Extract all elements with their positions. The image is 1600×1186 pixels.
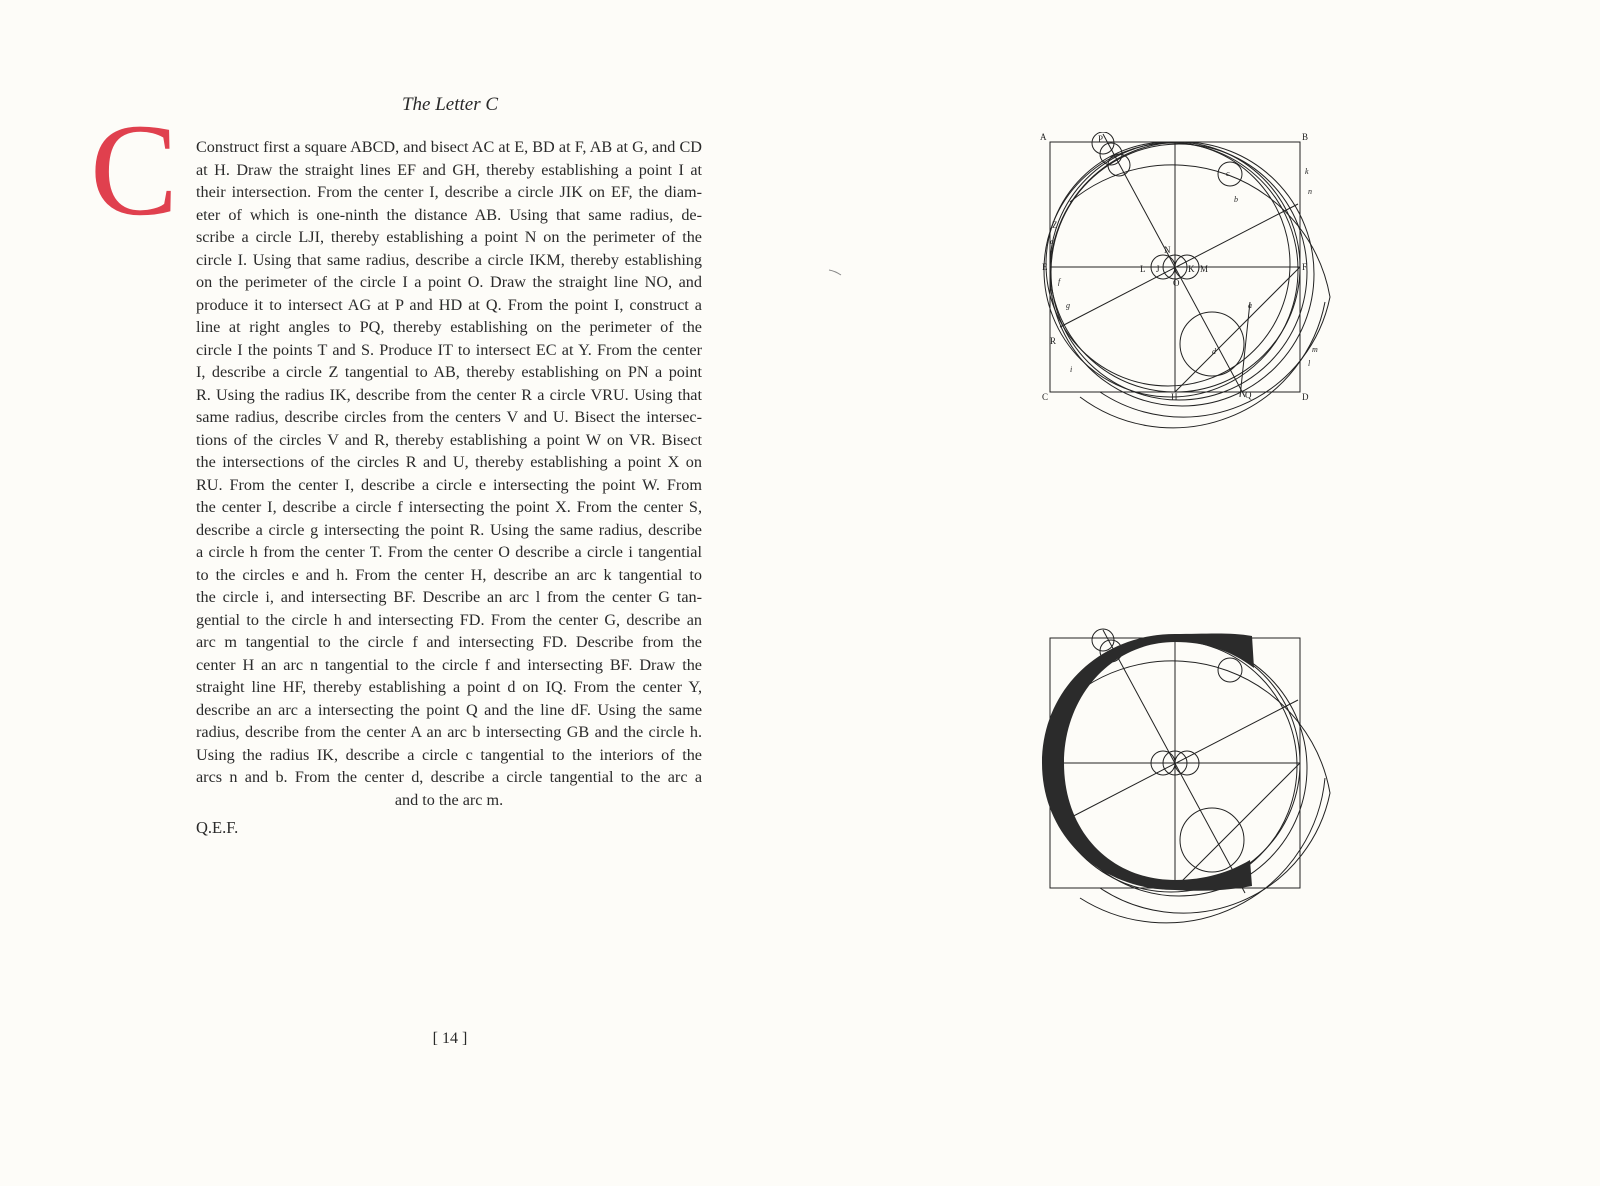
body-line: arcs n and b. From the center d, describe a circle tangential to the arc a	[196, 768, 702, 786]
body-line: radius, describe from the center A an arc b intersecting GB and the circle h.	[196, 723, 702, 741]
label-arc-d: d	[1212, 347, 1216, 356]
body-line: describe an arc a intersecting the point Q and the line dF. Using the same	[196, 700, 702, 719]
arc-a-line	[1240, 302, 1250, 397]
body-line: the intersections of the circles R and U, thereby establishing a point X on	[196, 453, 702, 471]
label-i: I	[1173, 264, 1176, 274]
label-e: E	[1042, 262, 1048, 272]
label-arc-k: k	[1305, 167, 1309, 176]
body-line: Using the radius IK, describe a circle c tangential to the interiors of the	[196, 745, 702, 764]
label-arc-i: i	[1070, 365, 1073, 374]
label-n: N	[1164, 245, 1171, 255]
body-line: circle I. Using that same radius, describe a circle IKM, thereby establishing	[196, 250, 702, 269]
circle-k-small	[1218, 162, 1242, 186]
body-line: R. Using the radius IK, describe from the center R a circle VRU. Using that	[196, 385, 702, 404]
drop-cap: C	[90, 96, 179, 243]
label-o: O	[1173, 278, 1180, 288]
body-line: produce it to intersect AG at P and HD at Q. From the point I, construct a	[196, 295, 702, 314]
body-line: line at right angles to PQ, thereby establishing on the perimeter of the	[196, 318, 702, 336]
body-line: straight line HF, thereby establishing a point d on IQ. From the center Y,	[196, 678, 702, 696]
label-arc-b: b	[1234, 195, 1238, 204]
label-c: C	[1042, 392, 1049, 402]
body-line: the circle i, and intersecting BF. Describe an arc l from the center G tan-	[196, 588, 702, 606]
body-line: tions of the circles V and R, thereby establishing a point W on VR. Bisect	[196, 430, 702, 449]
label-h: H	[1171, 392, 1178, 402]
stray-mark	[828, 268, 842, 276]
body-line: describe a circle g intersecting the point R. Using the same radius, describe	[196, 520, 702, 539]
body-line: the center I, describe a circle f intersecting the point X. From the center S,	[196, 498, 702, 516]
label-d: D	[1302, 392, 1309, 402]
construction-diagram	[1040, 132, 1340, 442]
body-line: I, describe a circle Z tangential to AB, thereby establishing on PN a point	[196, 363, 702, 381]
body-line: arc m tangential to the circle f and intersecting FD. Describe from the	[196, 633, 702, 651]
body-line: Construct first a square ABCD, and bisect AC at E, BD at F, AB at G, and CD	[196, 138, 702, 156]
label-arc-l: l	[1308, 359, 1311, 368]
constructed-letter-c	[1040, 628, 1340, 948]
body-line: and to the arc m.	[394, 790, 504, 809]
body-line: RU. From the center I, describe a circle e intersecting the point W. From	[196, 475, 702, 494]
page-number: [ 14 ]	[432, 1030, 468, 1047]
body-line: gential to the circle h and intersecting FD. From the center G, describe an	[196, 610, 702, 629]
body-line: circle I the points T and S. Produce IT to intersect EC at Y. From the center	[196, 340, 702, 359]
circle-c	[1180, 312, 1244, 376]
closing-mark: Q.E.F.	[196, 818, 239, 837]
page-title: The Letter C	[401, 94, 499, 115]
body-line: to the circles e and h. From the center H, describe an arc k tangential to	[196, 565, 702, 584]
label-arc-g: g	[1066, 301, 1070, 310]
label-arc-f: f	[1058, 277, 1061, 286]
label-arc-c: c	[1226, 169, 1230, 178]
line-ts	[1060, 204, 1298, 327]
label-j: J	[1156, 264, 1160, 274]
label-b: B	[1302, 132, 1309, 142]
label-m: M	[1200, 264, 1209, 274]
line-hf	[1175, 267, 1300, 392]
label-q: Q	[1245, 390, 1252, 400]
body-text	[196, 136, 702, 811]
circle-g	[1050, 142, 1314, 406]
label-p: P	[1098, 134, 1104, 144]
body-line: on the perimeter of the circle I a point O. Draw the straight line NO, and	[196, 273, 702, 291]
label-z: Z	[1052, 220, 1058, 230]
body-line: their intersection. From the center I, describe a circle JIK on EF, the diam-	[196, 183, 702, 201]
label-arc-m: m	[1312, 345, 1318, 354]
body-line: same radius, describe circles from the centers V and U. Bisect the intersec-	[196, 408, 702, 426]
label-arc-a: a	[1248, 301, 1252, 310]
label-a: A	[1040, 132, 1047, 142]
letter-c-shape	[1042, 634, 1254, 891]
body-line: center H an arc n tangential to the circle f and intersecting BF. Draw the	[196, 655, 702, 674]
label-arc-n: n	[1308, 187, 1312, 196]
label-k: K	[1188, 264, 1195, 274]
body-line: eter of which is one-ninth the distance AB. Using that same radius, de-	[196, 205, 702, 224]
label-r: R	[1050, 336, 1057, 346]
label-f: F	[1302, 262, 1308, 272]
body-line: scribe a circle LJI, thereby establishing a point N on the perimeter of the	[196, 228, 702, 246]
label-l: L	[1140, 264, 1146, 274]
label-arc-e: e	[1050, 237, 1054, 246]
body-line: at H. Draw the straight lines EF and GH, thereby establishing a point I at	[196, 160, 702, 179]
circle-f	[1051, 144, 1307, 400]
body-line: a circle h from the center T. From the center O describe a circle i tangential	[196, 543, 702, 561]
